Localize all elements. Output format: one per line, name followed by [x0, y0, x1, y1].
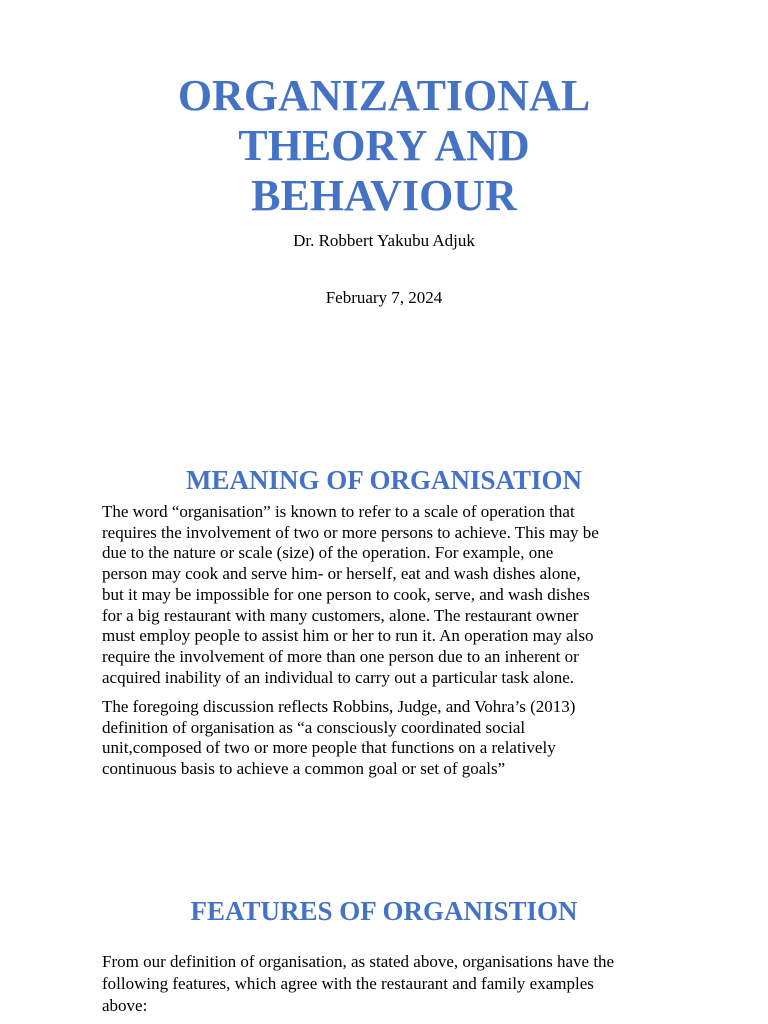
section-heading-meaning: MEANING OF ORGANISATION	[185, 465, 583, 495]
text-line: require the involvement of more than one person due to an inherent or	[102, 646, 579, 666]
text-line: for a big restaurant with many customers, alone. The restaurant owner	[102, 605, 579, 625]
paragraph-meaning-1	[102, 502, 668, 688]
text-line: person may cook and serve him- or herself, eat and wash dishes alone,	[102, 564, 581, 584]
text-line: The foregoing discussion reflects Robbins, Judge, and Vohra’s (2013)	[102, 697, 576, 716]
author-name: Dr. Robbert Yakubu Adjuk	[293, 231, 475, 250]
text-line: definition of organisation as “a consciously coordinated social	[102, 717, 526, 737]
paragraph-meaning-2	[102, 697, 668, 780]
document-date: February 7, 2024	[325, 288, 443, 307]
paragraph-features-1	[102, 951, 668, 1017]
text-line: The word “organisation” is known to refer to a scale of operation that	[102, 502, 575, 521]
text-line: continuous basis to achieve a common goal or set of goals”	[102, 759, 506, 779]
text-line: From our definition of organisation, as stated above, organisations have the	[102, 952, 615, 971]
section-heading-features: FEATURES OF ORGANISTION	[190, 896, 578, 926]
text-line: due to the nature or scale (size) of the operation. For example, one	[102, 543, 554, 563]
text-line: following features, which agree with the restaurant and family examples	[102, 974, 594, 993]
text-line: must employ people to assist him or her to run it. An operation may also	[102, 626, 594, 646]
text-line: but it may be impossible for one person to cook, serve, and wash dishes	[102, 584, 590, 604]
text-line: acquired inability of an individual to carry out a particular task alone.	[102, 667, 575, 687]
document-title	[0, 71, 768, 221]
title-line: ORGANIZATIONAL	[177, 71, 591, 120]
text-line: above:	[102, 996, 148, 1015]
text-line: unit,composed of two or more people that functions on a relatively	[102, 738, 556, 758]
title-line: BEHAVIOUR	[251, 171, 517, 220]
title-line: THEORY AND	[238, 121, 530, 170]
text-line: requires the involvement of two or more persons to achieve. This may be	[102, 522, 599, 542]
